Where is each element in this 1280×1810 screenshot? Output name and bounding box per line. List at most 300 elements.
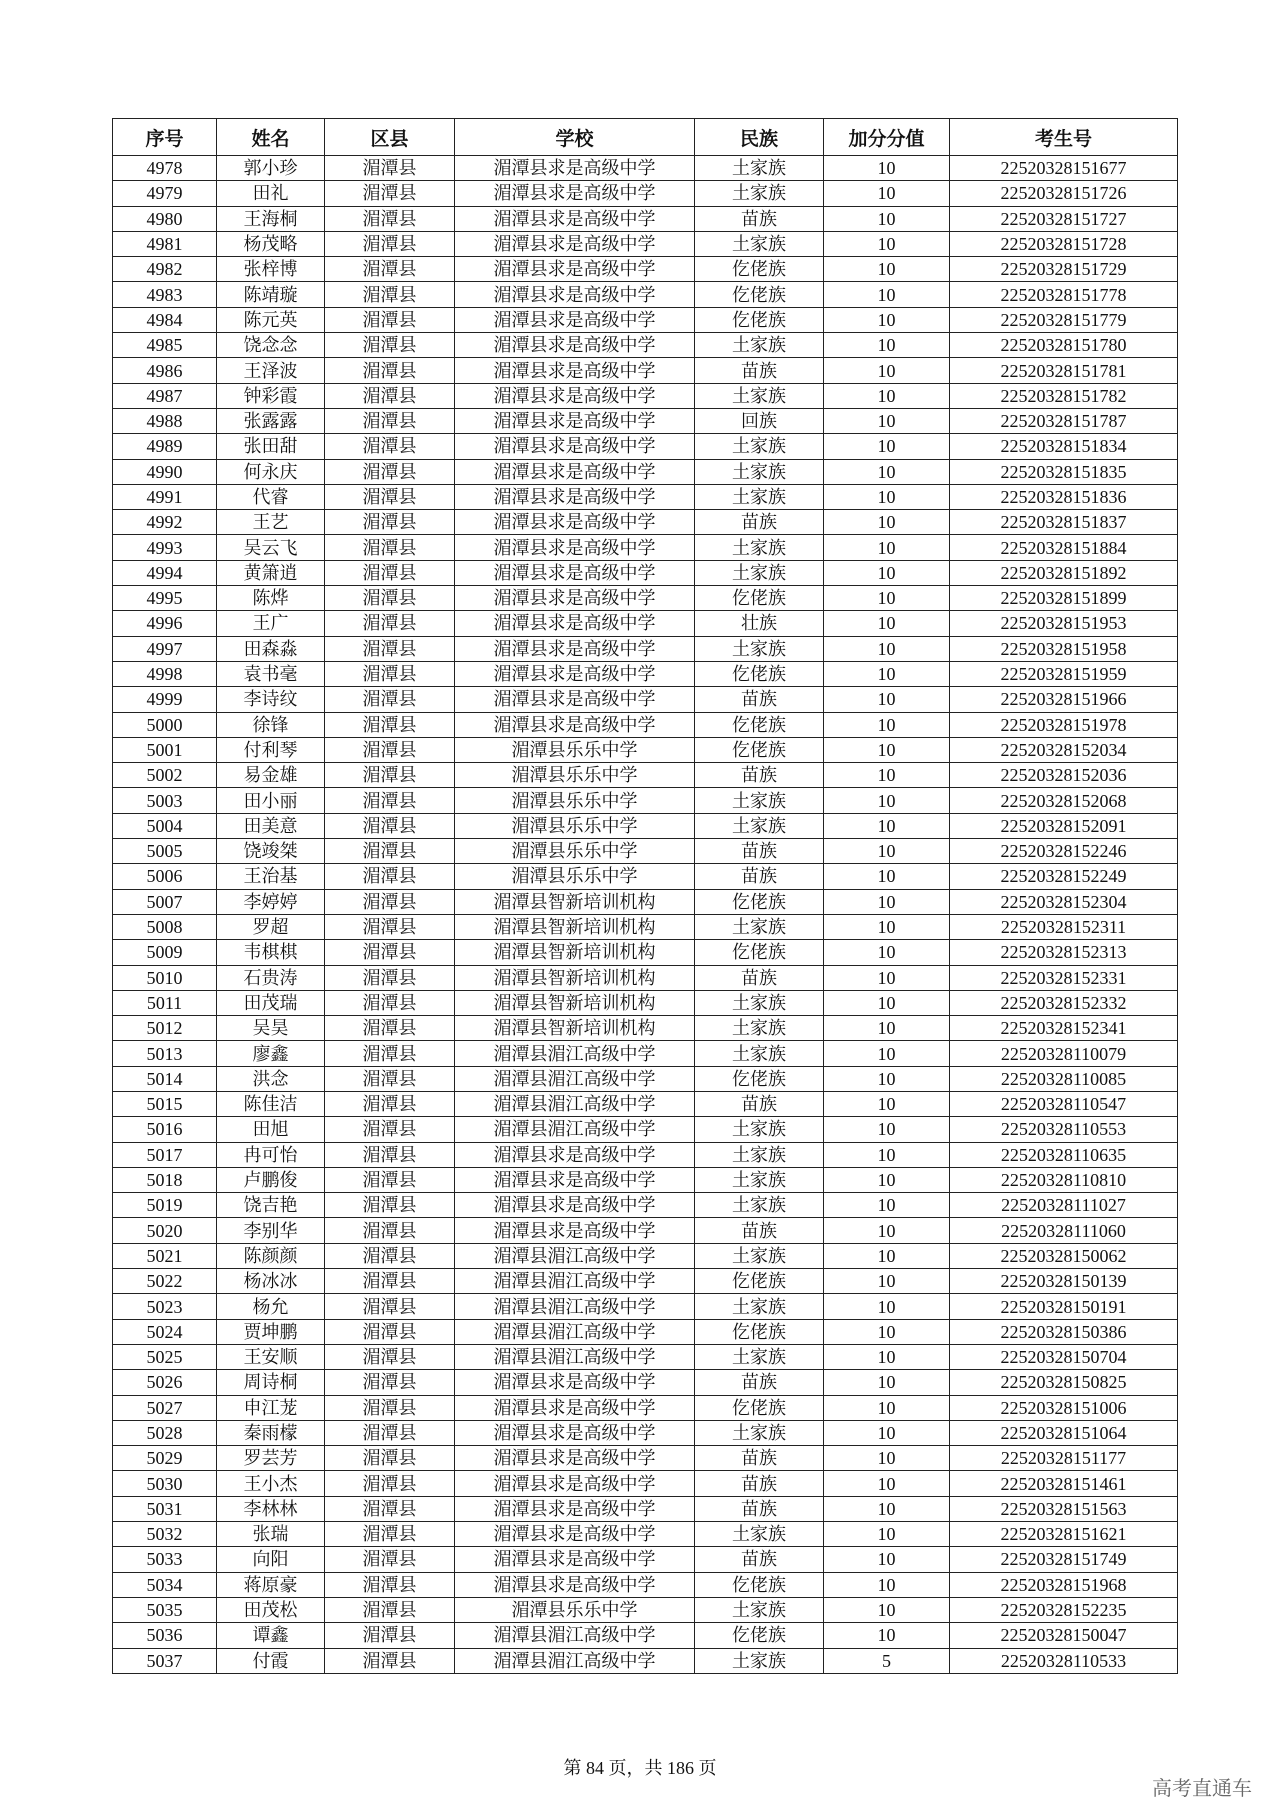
cell-seq: 4992 — [113, 510, 217, 535]
table-row — [113, 333, 1178, 358]
cell-ethnicity: 苗族 — [695, 510, 824, 535]
cell-ethnicity: 土家族 — [695, 383, 824, 408]
cell-bonus-points: 10 — [824, 333, 950, 358]
cell-seq: 5026 — [113, 1370, 217, 1395]
cell-exam-id: 22520328150704 — [950, 1344, 1178, 1369]
cell-name: 杨允 — [217, 1294, 325, 1319]
cell-exam-id: 22520328110085 — [950, 1066, 1178, 1091]
header-name: 姓名 — [217, 119, 325, 156]
cell-name: 卢鹏俊 — [217, 1167, 325, 1192]
cell-county: 湄潭县 — [325, 839, 455, 864]
cell-ethnicity: 仡佬族 — [695, 1572, 824, 1597]
cell-name: 钟彩霞 — [217, 383, 325, 408]
cell-bonus-points: 10 — [824, 965, 950, 990]
table-row — [113, 636, 1178, 661]
table-row — [113, 1041, 1178, 1066]
cell-name: 蒋原豪 — [217, 1572, 325, 1597]
table-row — [113, 408, 1178, 433]
cell-exam-id: 22520328152249 — [950, 864, 1178, 889]
table-row — [113, 965, 1178, 990]
cell-county: 湄潭县 — [325, 636, 455, 661]
cell-ethnicity: 土家族 — [695, 459, 824, 484]
cell-ethnicity: 土家族 — [695, 914, 824, 939]
cell-seq: 5013 — [113, 1041, 217, 1066]
cell-county: 湄潭县 — [325, 1344, 455, 1369]
cell-name: 谭鑫 — [217, 1623, 325, 1648]
cell-county: 湄潭县 — [325, 484, 455, 509]
cell-county: 湄潭县 — [325, 408, 455, 433]
cell-county: 湄潭县 — [325, 1066, 455, 1091]
cell-school: 湄潭县智新培训机构 — [455, 1016, 695, 1041]
cell-name: 罗芸芳 — [217, 1446, 325, 1471]
cell-exam-id: 22520328151781 — [950, 358, 1178, 383]
cell-name: 李诗纹 — [217, 687, 325, 712]
cell-ethnicity: 苗族 — [695, 1446, 824, 1471]
table-row — [113, 763, 1178, 788]
cell-ethnicity: 苗族 — [695, 358, 824, 383]
cell-exam-id: 22520328151899 — [950, 586, 1178, 611]
table-row — [113, 156, 1178, 181]
cell-exam-id: 22520328110553 — [950, 1117, 1178, 1142]
table-row — [113, 990, 1178, 1015]
cell-school: 湄潭县求是高级中学 — [455, 434, 695, 459]
cell-name: 张瑞 — [217, 1522, 325, 1547]
table-row — [113, 611, 1178, 636]
watermark: 高考直通车 — [1152, 1776, 1252, 1800]
cell-seq: 5015 — [113, 1091, 217, 1116]
cell-bonus-points: 10 — [824, 231, 950, 256]
cell-seq: 4997 — [113, 636, 217, 661]
cell-bonus-points: 10 — [824, 1344, 950, 1369]
cell-exam-id: 22520328151959 — [950, 661, 1178, 686]
cell-ethnicity: 土家族 — [695, 156, 824, 181]
cell-seq: 5036 — [113, 1623, 217, 1648]
table-row — [113, 1319, 1178, 1344]
cell-bonus-points: 5 — [824, 1648, 950, 1673]
cell-name: 张田甜 — [217, 434, 325, 459]
cell-name: 付利琴 — [217, 737, 325, 762]
cell-seq: 4995 — [113, 586, 217, 611]
cell-school: 湄潭县求是高级中学 — [455, 1446, 695, 1471]
cell-ethnicity: 仡佬族 — [695, 1623, 824, 1648]
cell-ethnicity: 土家族 — [695, 535, 824, 560]
cell-ethnicity: 土家族 — [695, 1243, 824, 1268]
cell-school: 湄潭县湄江高级中学 — [455, 1243, 695, 1268]
cell-ethnicity: 土家族 — [695, 1193, 824, 1218]
cell-seq: 5000 — [113, 712, 217, 737]
cell-seq: 5007 — [113, 889, 217, 914]
cell-school: 湄潭县求是高级中学 — [455, 1167, 695, 1192]
cell-county: 湄潭县 — [325, 535, 455, 560]
cell-bonus-points: 10 — [824, 864, 950, 889]
cell-school: 湄潭县求是高级中学 — [455, 1522, 695, 1547]
cell-name: 王治基 — [217, 864, 325, 889]
cell-bonus-points: 10 — [824, 510, 950, 535]
table-row — [113, 940, 1178, 965]
table-row — [113, 712, 1178, 737]
cell-county: 湄潭县 — [325, 307, 455, 332]
cell-county: 湄潭县 — [325, 383, 455, 408]
cell-exam-id: 22520328151677 — [950, 156, 1178, 181]
cell-county: 湄潭县 — [325, 940, 455, 965]
table-row — [113, 1142, 1178, 1167]
cell-county: 湄潭县 — [325, 257, 455, 282]
cell-county: 湄潭县 — [325, 156, 455, 181]
cell-ethnicity: 仡佬族 — [695, 282, 824, 307]
cell-seq: 5028 — [113, 1420, 217, 1445]
cell-exam-id: 22520328151834 — [950, 434, 1178, 459]
cell-seq: 4999 — [113, 687, 217, 712]
cell-name: 饶吉艳 — [217, 1193, 325, 1218]
cell-county: 湄潭县 — [325, 990, 455, 1015]
cell-bonus-points: 10 — [824, 712, 950, 737]
cell-ethnicity: 土家族 — [695, 1167, 824, 1192]
cell-seq: 5033 — [113, 1547, 217, 1572]
cell-exam-id: 22520328152341 — [950, 1016, 1178, 1041]
cell-school: 湄潭县湄江高级中学 — [455, 1117, 695, 1142]
table-row — [113, 1471, 1178, 1496]
cell-school: 湄潭县求是高级中学 — [455, 206, 695, 231]
cell-seq: 5021 — [113, 1243, 217, 1268]
cell-ethnicity: 仡佬族 — [695, 889, 824, 914]
cell-name: 田美意 — [217, 813, 325, 838]
cell-county: 湄潭县 — [325, 1522, 455, 1547]
cell-name: 饶竣桀 — [217, 839, 325, 864]
cell-ethnicity: 苗族 — [695, 1218, 824, 1243]
cell-school: 湄潭县求是高级中学 — [455, 586, 695, 611]
cell-ethnicity: 土家族 — [695, 560, 824, 585]
cell-ethnicity: 苗族 — [695, 965, 824, 990]
cell-school: 湄潭县乐乐中学 — [455, 1597, 695, 1622]
cell-school: 湄潭县求是高级中学 — [455, 611, 695, 636]
cell-school: 湄潭县求是高级中学 — [455, 1547, 695, 1572]
cell-ethnicity: 土家族 — [695, 1142, 824, 1167]
cell-exam-id: 22520328111027 — [950, 1193, 1178, 1218]
table-row — [113, 1496, 1178, 1521]
cell-bonus-points: 10 — [824, 1597, 950, 1622]
cell-exam-id: 22520328151778 — [950, 282, 1178, 307]
cell-name: 袁书毫 — [217, 661, 325, 686]
cell-seq: 4990 — [113, 459, 217, 484]
cell-ethnicity: 土家族 — [695, 1522, 824, 1547]
cell-bonus-points: 10 — [824, 990, 950, 1015]
cell-seq: 5020 — [113, 1218, 217, 1243]
cell-exam-id: 22520328152313 — [950, 940, 1178, 965]
cell-school: 湄潭县求是高级中学 — [455, 661, 695, 686]
cell-exam-id: 22520328151835 — [950, 459, 1178, 484]
cell-bonus-points: 10 — [824, 307, 950, 332]
cell-bonus-points: 10 — [824, 358, 950, 383]
cell-seq: 4981 — [113, 231, 217, 256]
cell-name: 李林林 — [217, 1496, 325, 1521]
table-row — [113, 1091, 1178, 1116]
cell-exam-id: 22520328151780 — [950, 333, 1178, 358]
cell-school: 湄潭县湄江高级中学 — [455, 1648, 695, 1673]
cell-ethnicity: 仡佬族 — [695, 1319, 824, 1344]
candidate-table — [112, 118, 1178, 1674]
cell-county: 湄潭县 — [325, 1193, 455, 1218]
cell-ethnicity: 回族 — [695, 408, 824, 433]
cell-ethnicity: 土家族 — [695, 333, 824, 358]
cell-name: 田小丽 — [217, 788, 325, 813]
cell-school: 湄潭县求是高级中学 — [455, 1395, 695, 1420]
cell-seq: 5024 — [113, 1319, 217, 1344]
cell-name: 陈靖璇 — [217, 282, 325, 307]
cell-bonus-points: 10 — [824, 788, 950, 813]
cell-school: 湄潭县湄江高级中学 — [455, 1066, 695, 1091]
cell-school: 湄潭县求是高级中学 — [455, 358, 695, 383]
cell-county: 湄潭县 — [325, 1319, 455, 1344]
table-row — [113, 1218, 1178, 1243]
cell-ethnicity: 仡佬族 — [695, 1066, 824, 1091]
cell-bonus-points: 10 — [824, 839, 950, 864]
cell-name: 徐锋 — [217, 712, 325, 737]
cell-school: 湄潭县湄江高级中学 — [455, 1091, 695, 1116]
cell-bonus-points: 10 — [824, 914, 950, 939]
cell-exam-id: 22520328151177 — [950, 1446, 1178, 1471]
cell-name: 陈烨 — [217, 586, 325, 611]
cell-bonus-points: 10 — [824, 459, 950, 484]
cell-exam-id: 22520328151892 — [950, 560, 1178, 585]
cell-school: 湄潭县乐乐中学 — [455, 737, 695, 762]
table-row — [113, 737, 1178, 762]
cell-bonus-points: 10 — [824, 1016, 950, 1041]
cell-ethnicity: 土家族 — [695, 484, 824, 509]
cell-school: 湄潭县智新培训机构 — [455, 940, 695, 965]
cell-exam-id: 22520328150825 — [950, 1370, 1178, 1395]
cell-ethnicity: 苗族 — [695, 1496, 824, 1521]
table-row — [113, 1446, 1178, 1471]
cell-exam-id: 22520328150047 — [950, 1623, 1178, 1648]
cell-school: 湄潭县乐乐中学 — [455, 864, 695, 889]
cell-bonus-points: 10 — [824, 560, 950, 585]
cell-exam-id: 22520328151006 — [950, 1395, 1178, 1420]
cell-county: 湄潭县 — [325, 510, 455, 535]
cell-name: 向阳 — [217, 1547, 325, 1572]
cell-county: 湄潭县 — [325, 333, 455, 358]
cell-school: 湄潭县湄江高级中学 — [455, 1623, 695, 1648]
cell-exam-id: 22520328151726 — [950, 181, 1178, 206]
cell-bonus-points: 10 — [824, 1193, 950, 1218]
cell-exam-id: 22520328150062 — [950, 1243, 1178, 1268]
cell-exam-id: 22520328150191 — [950, 1294, 1178, 1319]
cell-name: 王小杰 — [217, 1471, 325, 1496]
cell-school: 湄潭县求是高级中学 — [455, 636, 695, 661]
cell-county: 湄潭县 — [325, 763, 455, 788]
cell-bonus-points: 10 — [824, 763, 950, 788]
header-ethnicity: 民族 — [695, 119, 824, 156]
cell-bonus-points: 10 — [824, 1091, 950, 1116]
cell-bonus-points: 10 — [824, 1066, 950, 1091]
cell-county: 湄潭县 — [325, 1597, 455, 1622]
cell-bonus-points: 10 — [824, 1446, 950, 1471]
cell-school: 湄潭县智新培训机构 — [455, 914, 695, 939]
cell-ethnicity: 苗族 — [695, 206, 824, 231]
cell-seq: 4989 — [113, 434, 217, 459]
cell-bonus-points: 10 — [824, 1522, 950, 1547]
cell-name: 张梓博 — [217, 257, 325, 282]
table-row — [113, 889, 1178, 914]
table-row — [113, 864, 1178, 889]
cell-school: 湄潭县求是高级中学 — [455, 560, 695, 585]
cell-county: 湄潭县 — [325, 560, 455, 585]
cell-school: 湄潭县求是高级中学 — [455, 1370, 695, 1395]
cell-bonus-points: 10 — [824, 586, 950, 611]
cell-name: 饶念念 — [217, 333, 325, 358]
cell-bonus-points: 10 — [824, 1547, 950, 1572]
cell-name: 田茂瑞 — [217, 990, 325, 1015]
cell-school: 湄潭县求是高级中学 — [455, 282, 695, 307]
cell-ethnicity: 仡佬族 — [695, 586, 824, 611]
cell-seq: 5035 — [113, 1597, 217, 1622]
cell-school: 湄潭县智新培训机构 — [455, 965, 695, 990]
cell-ethnicity: 仡佬族 — [695, 737, 824, 762]
cell-ethnicity: 苗族 — [695, 839, 824, 864]
table-row — [113, 914, 1178, 939]
cell-ethnicity: 仡佬族 — [695, 940, 824, 965]
cell-county: 湄潭县 — [325, 1623, 455, 1648]
cell-school: 湄潭县智新培训机构 — [455, 990, 695, 1015]
cell-school: 湄潭县求是高级中学 — [455, 1572, 695, 1597]
cell-name: 罗超 — [217, 914, 325, 939]
cell-seq: 4988 — [113, 408, 217, 433]
cell-exam-id: 22520328110079 — [950, 1041, 1178, 1066]
cell-seq: 5025 — [113, 1344, 217, 1369]
table-row — [113, 1395, 1178, 1420]
table-row — [113, 484, 1178, 509]
cell-name: 李婷婷 — [217, 889, 325, 914]
cell-exam-id: 22520328151966 — [950, 687, 1178, 712]
cell-seq: 5012 — [113, 1016, 217, 1041]
cell-exam-id: 22520328151978 — [950, 712, 1178, 737]
cell-seq: 5009 — [113, 940, 217, 965]
table-row — [113, 1572, 1178, 1597]
cell-county: 湄潭县 — [325, 358, 455, 383]
cell-school: 湄潭县求是高级中学 — [455, 408, 695, 433]
cell-name: 石贵涛 — [217, 965, 325, 990]
cell-school: 湄潭县求是高级中学 — [455, 181, 695, 206]
cell-bonus-points: 10 — [824, 282, 950, 307]
cell-seq: 4985 — [113, 333, 217, 358]
cell-county: 湄潭县 — [325, 1218, 455, 1243]
cell-exam-id: 22520328151563 — [950, 1496, 1178, 1521]
cell-school: 湄潭县智新培训机构 — [455, 889, 695, 914]
cell-exam-id: 22520328151968 — [950, 1572, 1178, 1597]
cell-ethnicity: 仡佬族 — [695, 1395, 824, 1420]
cell-county: 湄潭县 — [325, 1117, 455, 1142]
cell-seq: 5010 — [113, 965, 217, 990]
cell-exam-id: 22520328152304 — [950, 889, 1178, 914]
cell-bonus-points: 10 — [824, 156, 950, 181]
cell-school: 湄潭县求是高级中学 — [455, 231, 695, 256]
cell-bonus-points: 10 — [824, 813, 950, 838]
cell-exam-id: 22520328151953 — [950, 611, 1178, 636]
cell-name: 廖鑫 — [217, 1041, 325, 1066]
cell-name: 李别华 — [217, 1218, 325, 1243]
cell-county: 湄潭县 — [325, 1496, 455, 1521]
cell-ethnicity: 土家族 — [695, 1016, 824, 1041]
cell-exam-id: 22520328110547 — [950, 1091, 1178, 1116]
cell-seq: 5030 — [113, 1471, 217, 1496]
cell-bonus-points: 10 — [824, 611, 950, 636]
table-row — [113, 206, 1178, 231]
table-row — [113, 586, 1178, 611]
cell-school: 湄潭县求是高级中学 — [455, 1193, 695, 1218]
cell-ethnicity: 土家族 — [695, 1041, 824, 1066]
table-row — [113, 1648, 1178, 1673]
cell-bonus-points: 10 — [824, 383, 950, 408]
cell-name: 贾坤鹏 — [217, 1319, 325, 1344]
cell-county: 湄潭县 — [325, 434, 455, 459]
cell-name: 黄箫逍 — [217, 560, 325, 585]
cell-county: 湄潭县 — [325, 965, 455, 990]
cell-bonus-points: 10 — [824, 1243, 950, 1268]
cell-school: 湄潭县湄江高级中学 — [455, 1041, 695, 1066]
cell-school: 湄潭县求是高级中学 — [455, 1142, 695, 1167]
cell-county: 湄潭县 — [325, 1243, 455, 1268]
cell-seq: 4980 — [113, 206, 217, 231]
cell-ethnicity: 土家族 — [695, 1344, 824, 1369]
cell-bonus-points: 10 — [824, 535, 950, 560]
cell-bonus-points: 10 — [824, 1395, 950, 1420]
cell-bonus-points: 10 — [824, 687, 950, 712]
cell-name: 王艺 — [217, 510, 325, 535]
cell-bonus-points: 10 — [824, 889, 950, 914]
cell-seq: 5018 — [113, 1167, 217, 1192]
cell-bonus-points: 10 — [824, 661, 950, 686]
table-row — [113, 560, 1178, 585]
cell-county: 湄潭县 — [325, 1648, 455, 1673]
cell-seq: 5017 — [113, 1142, 217, 1167]
cell-school: 湄潭县求是高级中学 — [455, 1218, 695, 1243]
cell-seq: 5002 — [113, 763, 217, 788]
cell-exam-id: 22520328151884 — [950, 535, 1178, 560]
table-row — [113, 181, 1178, 206]
table-row — [113, 661, 1178, 686]
cell-ethnicity: 苗族 — [695, 864, 824, 889]
cell-ethnicity: 仡佬族 — [695, 661, 824, 686]
table-row — [113, 510, 1178, 535]
table-row — [113, 1066, 1178, 1091]
cell-name: 郭小珍 — [217, 156, 325, 181]
table-row — [113, 434, 1178, 459]
cell-county: 湄潭县 — [325, 206, 455, 231]
cell-bonus-points: 10 — [824, 1623, 950, 1648]
table-row — [113, 687, 1178, 712]
cell-seq: 4984 — [113, 307, 217, 332]
cell-name: 田森淼 — [217, 636, 325, 661]
cell-county: 湄潭县 — [325, 1395, 455, 1420]
cell-seq: 5016 — [113, 1117, 217, 1142]
cell-county: 湄潭县 — [325, 914, 455, 939]
cell-bonus-points: 10 — [824, 484, 950, 509]
table-row — [113, 307, 1178, 332]
cell-school: 湄潭县湄江高级中学 — [455, 1269, 695, 1294]
cell-name: 秦雨檬 — [217, 1420, 325, 1445]
cell-exam-id: 22520328150386 — [950, 1319, 1178, 1344]
table-row — [113, 459, 1178, 484]
cell-ethnicity: 苗族 — [695, 1091, 824, 1116]
cell-name: 冉可怡 — [217, 1142, 325, 1167]
table-row — [113, 788, 1178, 813]
cell-exam-id: 22520328152034 — [950, 737, 1178, 762]
cell-name: 申江茏 — [217, 1395, 325, 1420]
cell-county: 湄潭县 — [325, 661, 455, 686]
cell-county: 湄潭县 — [325, 1420, 455, 1445]
cell-name: 付霞 — [217, 1648, 325, 1673]
cell-county: 湄潭县 — [325, 1269, 455, 1294]
table-row — [113, 1269, 1178, 1294]
